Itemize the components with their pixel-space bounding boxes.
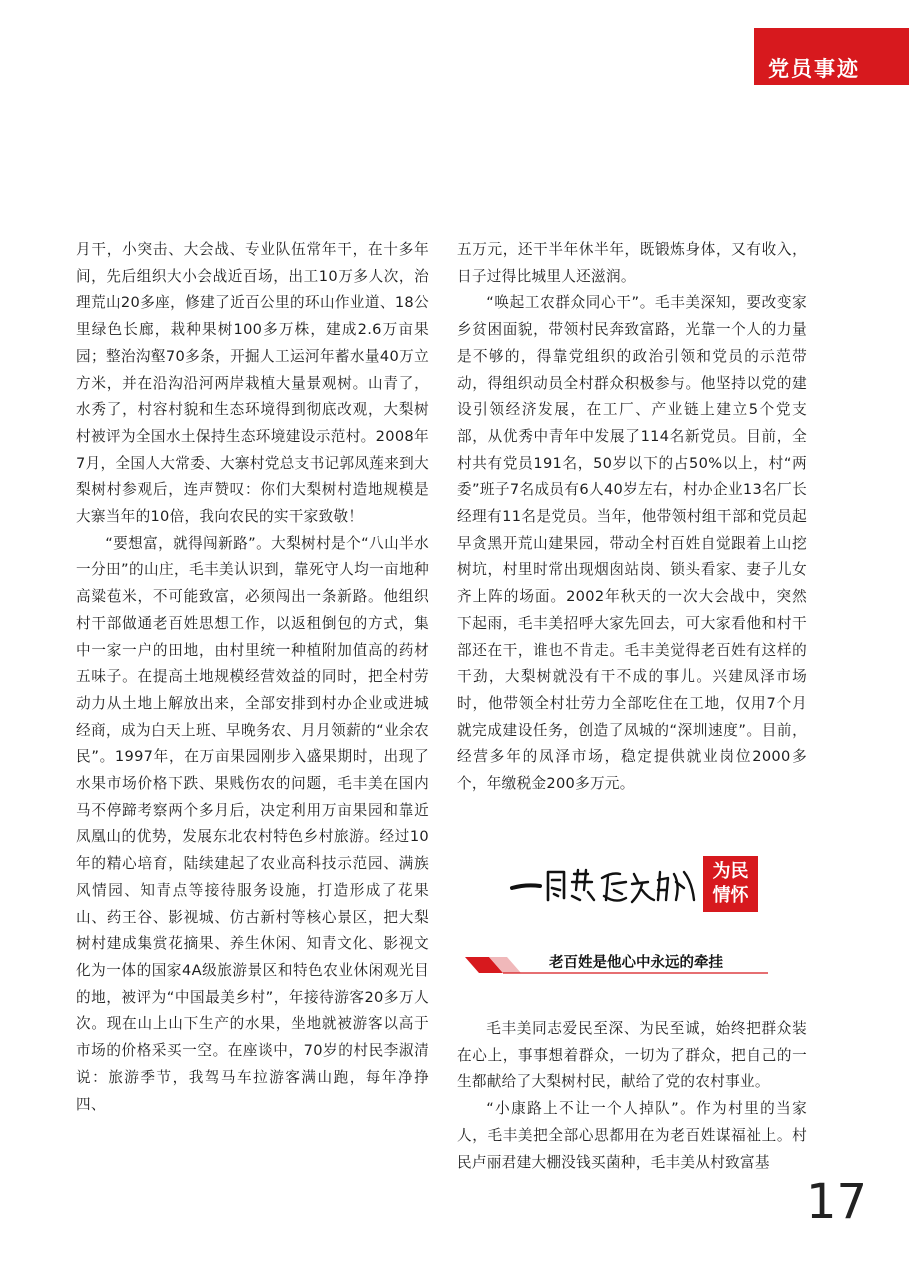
- paragraph: 月干，小突击、大会战、专业队伍常年干，在十多年间，先后组织大小会战近百场，出工10万多人次，治理荒山20多座，修建了近百公里的环山作业道、18公里绿色长廊，栽种果树100多万株，建成2.6万亩果园；整治沟壑70多条，开掘人工运河年蓄水量40万立方米，并在沿沟沿河两岸栽植大量景观树。山青了，水秀了，村容村貌和生态环境得到彻底改观，大梨树村被评为全国水土保持生态环境建设示范村。2008年7月，全国人大常委、大寨村党总支书记郭凤莲来到大梨树村参观后，连声赞叹：你们大梨树村造地规模是大寨当年的10倍，我向农民的实干家致敬！: [76, 241, 429, 526]
- page-number: 17: [806, 1174, 868, 1230]
- paragraph: 毛丰美同志爱民至深、为民至诚，始终把群众装在心上，事事想着群众，一切为了群众，把自己的一生都献给了大梨树村民，献给了党的农村事业。: [457, 1020, 807, 1091]
- right-column: [457, 237, 807, 798]
- section-tag: 党员事迹: [754, 28, 909, 85]
- paragraph: “唤起工农群众同心干”。毛丰美深知，要改变家乡贫困面貌，带领村民奔致富路，光靠一个人的力量是不够的，得靠党组织的政治引领和党员的示范带动，得组织动员全村群众积极参与。他坚持以党的建设引领经济发展，在工厂、产业链上建立5个党支部，从优秀中青年中发展了114名新党员。目前，全村共有党员191名，50岁以下的占50%以上，村“两委”班子7名成员有6人40岁左右，村办企业13名厂长经理有11名是党员。当年，他带领村组干部和党员起早贪黑开荒山建果园，带动全村百姓自觉跟着上山挖树坑，村里时常出现烟囱站岗、锁头看家、妻子儿女齐上阵的场面。2002年秋天的一次大会战中，突然下起雨，毛丰美招呼大家先回去，可大家看他和村干部还在干，谁也不肯走。毛丰美觉得老百姓有这样的干劲，大梨树就没有干不成的事儿。兴建凤泽市场时，他带领全村壮劳力全部吃住在工地，仅用7个月就完成建设任务，创造了凤城的“深圳速度”。目前，经营多年的凤泽市场，稳定提供就业岗位2000多个，年缴税金200多万元。: [457, 294, 807, 793]
- badge-line: 为民: [712, 861, 749, 882]
- lower-right-column: [457, 1016, 807, 1176]
- subtitle: 老百姓是他心中永远的牵挂: [549, 955, 723, 971]
- left-column: [76, 237, 429, 1118]
- paragraph: “小康路上不让一个人掉队”。作为村里的当家人，毛丰美把全部心思都用在为老百姓谋福祉上。村民卢丽君建大棚没钱买菌种，毛丰美从村致富基: [457, 1100, 807, 1171]
- subtitle-bar: [465, 953, 768, 975]
- paragraph: “要想富，就得闯新路”。大梨树村是个“八山半水一分田”的山庄，毛丰美认识到，靠死守人均一亩地种高粱苞米，不可能致富，必须闯出一条新路。他组织村干部做通老百姓思想工作，以返租倒包的方式，集中一家一户的田地，由村里统一种植附加值高的药材五味子。在提高土地规模经营效益的同时，把全村劳动力从土地上解放出来，全部安排到村办企业或进城经商，成为白天上班、早晚务农、月月领薪的“业余农民”。1997年，在万亩果园刚步入盛果期时，出现了水果市场价格下跌、果贱伤农的问题，毛丰美在国内马不停蹄考察两个多月后，决定利用万亩果园和靠近凤凰山的优势，发展东北农村特色乡村旅游。经过10年的精心培育，陆续建起了农业高科技示范园、满族风情园、知青点等接待服务设施，打造形成了花果山、药王谷、影视城、仿古新村等核心景区，把大梨树村建成集赏花摘果、养生休闲、知青文化、影视文化为一体的国家4A级旅游景区和特色农业休闲观光目的地，被评为“中国最美乡村”，年接待游客20多万人次。现在山上山下生产的水果，坐地就被游客以高于市场的价格采买一空。在座谈中，70岁的村民李淑清说：旅游季节，我驾马车拉游客满山跑，每年净挣四、: [76, 534, 429, 1113]
- theme-badge: [703, 856, 758, 912]
- paragraph: 五万元，还干半年休半年，既锻炼身体，又有收入，日子过得比城里人还滋润。: [457, 241, 807, 285]
- badge-line: 情怀: [712, 885, 749, 906]
- calligraphy-title: [508, 860, 698, 910]
